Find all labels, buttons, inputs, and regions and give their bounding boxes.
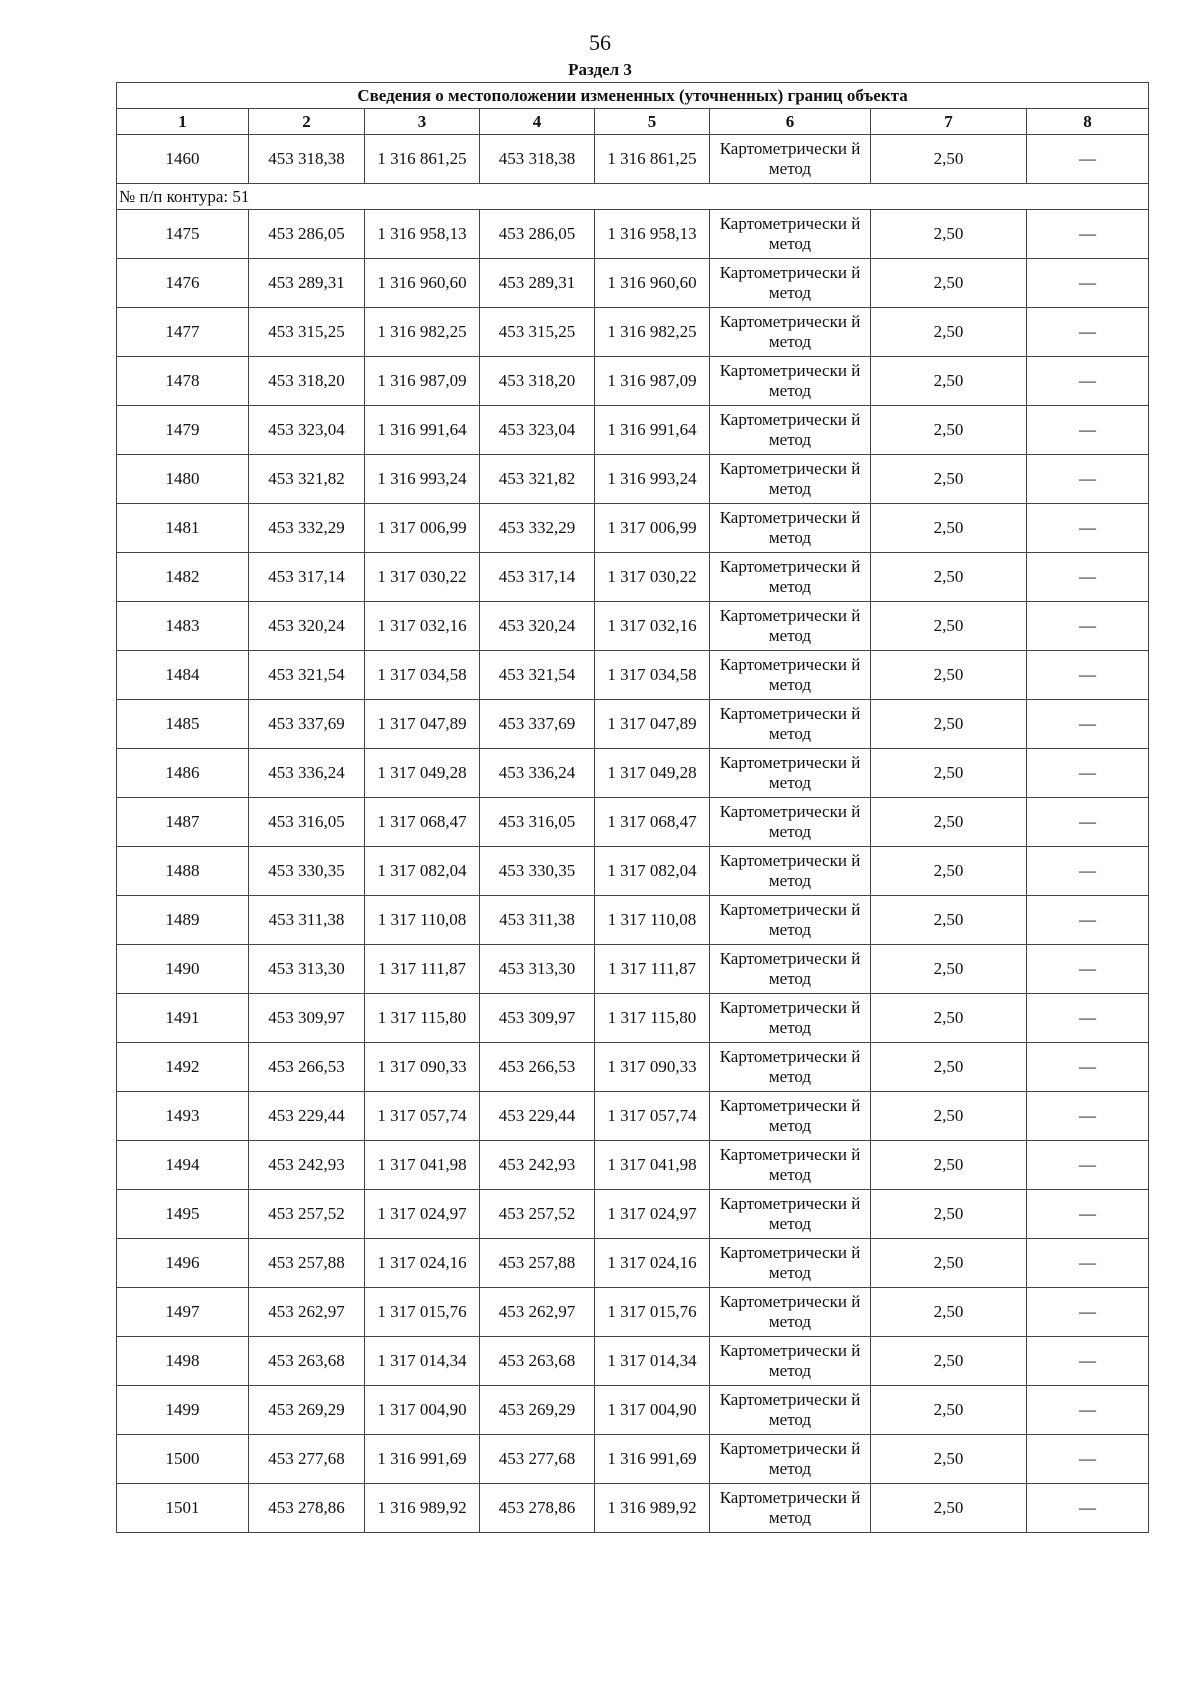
method: Картометрически й метод	[710, 847, 871, 896]
existing-x: 453 257,52	[249, 1190, 365, 1239]
table-row	[117, 1386, 1149, 1435]
accuracy: 2,50	[871, 1043, 1027, 1092]
existing-y: 1 317 041,98	[365, 1141, 480, 1190]
refined-x: 453 269,29	[480, 1386, 595, 1435]
existing-x: 453 263,68	[249, 1337, 365, 1386]
refined-y: 1 317 115,80	[595, 994, 710, 1043]
column-number: 5	[595, 109, 710, 135]
accuracy: 2,50	[871, 553, 1027, 602]
table-row	[117, 1337, 1149, 1386]
refined-x: 453 336,24	[480, 749, 595, 798]
table-title: Сведения о местоположении измененных (уточненных) границ объекта	[117, 83, 1149, 109]
accuracy: 2,50	[871, 1141, 1027, 1190]
column-number-row	[117, 109, 1149, 135]
note: —	[1027, 1141, 1149, 1190]
method: Картометрически й метод	[710, 308, 871, 357]
refined-x: 453 278,86	[480, 1484, 595, 1533]
point-number: 1490	[117, 945, 249, 994]
point-number: 1476	[117, 259, 249, 308]
existing-y: 1 316 987,09	[365, 357, 480, 406]
column-number: 1	[117, 109, 249, 135]
refined-y: 1 317 024,16	[595, 1239, 710, 1288]
method: Картометрически й метод	[710, 210, 871, 259]
refined-x: 453 320,24	[480, 602, 595, 651]
refined-y: 1 317 015,76	[595, 1288, 710, 1337]
accuracy: 2,50	[871, 1435, 1027, 1484]
table-row	[117, 357, 1149, 406]
method: Картометрически й метод	[710, 1141, 871, 1190]
method: Картометрически й метод	[710, 749, 871, 798]
point-number: 1499	[117, 1386, 249, 1435]
method: Картометрически й метод	[710, 357, 871, 406]
refined-y: 1 317 082,04	[595, 847, 710, 896]
note: —	[1027, 308, 1149, 357]
table-row	[117, 1043, 1149, 1092]
existing-y: 1 317 034,58	[365, 651, 480, 700]
note: —	[1027, 994, 1149, 1043]
refined-x: 453 311,38	[480, 896, 595, 945]
method: Картометрически й метод	[710, 1435, 871, 1484]
point-number: 1500	[117, 1435, 249, 1484]
method: Картометрически й метод	[710, 651, 871, 700]
refined-y: 1 317 111,87	[595, 945, 710, 994]
contour-label: № п/п контура: 51	[117, 184, 1149, 210]
accuracy: 2,50	[871, 700, 1027, 749]
point-number: 1477	[117, 308, 249, 357]
point-number: 1480	[117, 455, 249, 504]
column-number: 4	[480, 109, 595, 135]
accuracy: 2,50	[871, 798, 1027, 847]
method: Картометрически й метод	[710, 700, 871, 749]
note: —	[1027, 1092, 1149, 1141]
point-number: 1489	[117, 896, 249, 945]
point-number: 1488	[117, 847, 249, 896]
refined-y: 1 316 991,69	[595, 1435, 710, 1484]
refined-y: 1 317 049,28	[595, 749, 710, 798]
existing-y: 1 317 047,89	[365, 700, 480, 749]
note: —	[1027, 1043, 1149, 1092]
table-row	[117, 504, 1149, 553]
section-title: Раздел 3	[568, 60, 632, 79]
refined-x: 453 313,30	[480, 945, 595, 994]
accuracy: 2,50	[871, 1386, 1027, 1435]
table-title-row	[117, 83, 1149, 109]
accuracy: 2,50	[871, 455, 1027, 504]
existing-y: 1 316 982,25	[365, 308, 480, 357]
refined-y: 1 317 030,22	[595, 553, 710, 602]
refined-x: 453 229,44	[480, 1092, 595, 1141]
existing-x: 453 229,44	[249, 1092, 365, 1141]
point-number: 1492	[117, 1043, 249, 1092]
refined-x: 453 263,68	[480, 1337, 595, 1386]
column-number: 7	[871, 109, 1027, 135]
refined-x: 453 257,52	[480, 1190, 595, 1239]
column-number: 2	[249, 109, 365, 135]
note: —	[1027, 896, 1149, 945]
table-row	[117, 1092, 1149, 1141]
existing-x: 453 262,97	[249, 1288, 365, 1337]
method: Картометрически й метод	[710, 504, 871, 553]
note: —	[1027, 700, 1149, 749]
method: Картометрически й метод	[710, 1288, 871, 1337]
refined-y: 1 316 993,24	[595, 455, 710, 504]
existing-x: 453 311,38	[249, 896, 365, 945]
point-number: 1479	[117, 406, 249, 455]
refined-y: 1 317 090,33	[595, 1043, 710, 1092]
note: —	[1027, 1190, 1149, 1239]
accuracy: 2,50	[871, 1092, 1027, 1141]
point-number: 1481	[117, 504, 249, 553]
refined-y: 1 317 032,16	[595, 602, 710, 651]
accuracy: 2,50	[871, 749, 1027, 798]
method: Картометрически й метод	[710, 455, 871, 504]
accuracy: 2,50	[871, 1288, 1027, 1337]
accuracy: 2,50	[871, 210, 1027, 259]
table-row	[117, 1435, 1149, 1484]
method: Картометрически й метод	[710, 1092, 871, 1141]
refined-x: 453 286,05	[480, 210, 595, 259]
note: —	[1027, 406, 1149, 455]
existing-y: 1 317 049,28	[365, 749, 480, 798]
existing-x: 453 289,31	[249, 259, 365, 308]
existing-x: 453 316,05	[249, 798, 365, 847]
refined-x: 453 318,38	[480, 135, 595, 184]
note: —	[1027, 455, 1149, 504]
note: —	[1027, 553, 1149, 602]
refined-x: 453 318,20	[480, 357, 595, 406]
point-number: 1483	[117, 602, 249, 651]
point-number: 1486	[117, 749, 249, 798]
note: —	[1027, 259, 1149, 308]
refined-x: 453 277,68	[480, 1435, 595, 1484]
refined-y: 1 317 057,74	[595, 1092, 710, 1141]
column-number: 6	[710, 109, 871, 135]
accuracy: 2,50	[871, 308, 1027, 357]
existing-x: 453 323,04	[249, 406, 365, 455]
refined-x: 453 321,54	[480, 651, 595, 700]
refined-y: 1 316 989,92	[595, 1484, 710, 1533]
method: Картометрически й метод	[710, 1239, 871, 1288]
method: Картометрически й метод	[710, 1484, 871, 1533]
method: Картометрически й метод	[710, 798, 871, 847]
point-number: 1487	[117, 798, 249, 847]
refined-x: 453 317,14	[480, 553, 595, 602]
accuracy: 2,50	[871, 1239, 1027, 1288]
accuracy: 2,50	[871, 135, 1027, 184]
accuracy: 2,50	[871, 847, 1027, 896]
boundary-coordinates-table	[116, 82, 1149, 1533]
point-number: 1485	[117, 700, 249, 749]
method: Картометрически й метод	[710, 896, 871, 945]
point-number: 1493	[117, 1092, 249, 1141]
existing-y: 1 317 014,34	[365, 1337, 480, 1386]
method: Картометрически й метод	[710, 1043, 871, 1092]
table-row	[117, 896, 1149, 945]
table-row	[117, 749, 1149, 798]
existing-y: 1 317 032,16	[365, 602, 480, 651]
note: —	[1027, 504, 1149, 553]
existing-y: 1 316 991,69	[365, 1435, 480, 1484]
point-number: 1475	[117, 210, 249, 259]
point-number: 1497	[117, 1288, 249, 1337]
refined-y: 1 317 068,47	[595, 798, 710, 847]
table-row	[117, 945, 1149, 994]
refined-y: 1 317 041,98	[595, 1141, 710, 1190]
existing-x: 453 318,38	[249, 135, 365, 184]
method: Картометрически й метод	[710, 135, 871, 184]
method: Картометрически й метод	[710, 553, 871, 602]
accuracy: 2,50	[871, 994, 1027, 1043]
note: —	[1027, 847, 1149, 896]
refined-x: 453 257,88	[480, 1239, 595, 1288]
method: Картометрически й метод	[710, 1386, 871, 1435]
existing-x: 453 266,53	[249, 1043, 365, 1092]
point-number: 1482	[117, 553, 249, 602]
refined-y: 1 317 004,90	[595, 1386, 710, 1435]
point-number: 1491	[117, 994, 249, 1043]
table-row	[117, 210, 1149, 259]
refined-x: 453 323,04	[480, 406, 595, 455]
existing-y: 1 317 024,97	[365, 1190, 480, 1239]
refined-x: 453 337,69	[480, 700, 595, 749]
note: —	[1027, 357, 1149, 406]
existing-x: 453 337,69	[249, 700, 365, 749]
existing-x: 453 269,29	[249, 1386, 365, 1435]
note: —	[1027, 210, 1149, 259]
refined-x: 453 315,25	[480, 308, 595, 357]
existing-x: 453 257,88	[249, 1239, 365, 1288]
refined-x: 453 289,31	[480, 259, 595, 308]
table-row	[117, 602, 1149, 651]
existing-x: 453 320,24	[249, 602, 365, 651]
table-row	[117, 1484, 1149, 1533]
page-number: 56	[589, 30, 611, 55]
existing-x: 453 336,24	[249, 749, 365, 798]
method: Картометрически й метод	[710, 994, 871, 1043]
existing-y: 1 317 110,08	[365, 896, 480, 945]
table-row	[117, 406, 1149, 455]
existing-y: 1 317 030,22	[365, 553, 480, 602]
existing-y: 1 317 004,90	[365, 1386, 480, 1435]
accuracy: 2,50	[871, 945, 1027, 994]
note: —	[1027, 798, 1149, 847]
existing-y: 1 317 015,76	[365, 1288, 480, 1337]
accuracy: 2,50	[871, 357, 1027, 406]
accuracy: 2,50	[871, 602, 1027, 651]
contour-row	[117, 184, 1149, 210]
accuracy: 2,50	[871, 504, 1027, 553]
existing-x: 453 317,14	[249, 553, 365, 602]
existing-y: 1 316 861,25	[365, 135, 480, 184]
refined-x: 453 332,29	[480, 504, 595, 553]
existing-x: 453 330,35	[249, 847, 365, 896]
table-row	[117, 1288, 1149, 1337]
accuracy: 2,50	[871, 1337, 1027, 1386]
existing-x: 453 277,68	[249, 1435, 365, 1484]
table-row	[117, 1190, 1149, 1239]
existing-y: 1 316 993,24	[365, 455, 480, 504]
table-row	[117, 994, 1149, 1043]
point-number: 1478	[117, 357, 249, 406]
existing-y: 1 317 115,80	[365, 994, 480, 1043]
method: Картометрически й метод	[710, 406, 871, 455]
existing-y: 1 316 989,92	[365, 1484, 480, 1533]
table-row	[117, 798, 1149, 847]
accuracy: 2,50	[871, 406, 1027, 455]
existing-x: 453 278,86	[249, 1484, 365, 1533]
point-number: 1460	[117, 135, 249, 184]
refined-x: 453 309,97	[480, 994, 595, 1043]
refined-y: 1 317 110,08	[595, 896, 710, 945]
table-row	[117, 259, 1149, 308]
method: Картометрически й метод	[710, 1337, 871, 1386]
existing-x: 453 315,25	[249, 308, 365, 357]
point-number: 1495	[117, 1190, 249, 1239]
note: —	[1027, 945, 1149, 994]
accuracy: 2,50	[871, 259, 1027, 308]
refined-x: 453 316,05	[480, 798, 595, 847]
refined-y: 1 316 991,64	[595, 406, 710, 455]
existing-x: 453 286,05	[249, 210, 365, 259]
existing-y: 1 316 991,64	[365, 406, 480, 455]
note: —	[1027, 1484, 1149, 1533]
accuracy: 2,50	[871, 896, 1027, 945]
existing-y: 1 317 006,99	[365, 504, 480, 553]
note: —	[1027, 1288, 1149, 1337]
table-body	[117, 135, 1149, 1533]
refined-x: 453 266,53	[480, 1043, 595, 1092]
table-row	[117, 651, 1149, 700]
refined-y: 1 316 958,13	[595, 210, 710, 259]
table-row	[117, 1141, 1149, 1190]
refined-x: 453 242,93	[480, 1141, 595, 1190]
column-number: 3	[365, 109, 480, 135]
refined-y: 1 317 034,58	[595, 651, 710, 700]
point-number: 1496	[117, 1239, 249, 1288]
existing-x: 453 321,82	[249, 455, 365, 504]
note: —	[1027, 749, 1149, 798]
refined-x: 453 330,35	[480, 847, 595, 896]
point-number: 1498	[117, 1337, 249, 1386]
table-row	[117, 308, 1149, 357]
point-number: 1501	[117, 1484, 249, 1533]
existing-x: 453 318,20	[249, 357, 365, 406]
table-row	[117, 553, 1149, 602]
note: —	[1027, 135, 1149, 184]
existing-y: 1 317 068,47	[365, 798, 480, 847]
table-row	[117, 847, 1149, 896]
existing-y: 1 317 057,74	[365, 1092, 480, 1141]
existing-x: 453 309,97	[249, 994, 365, 1043]
refined-x: 453 321,82	[480, 455, 595, 504]
refined-y: 1 316 987,09	[595, 357, 710, 406]
refined-y: 1 317 047,89	[595, 700, 710, 749]
method: Картометрически й метод	[710, 259, 871, 308]
accuracy: 2,50	[871, 1484, 1027, 1533]
column-number: 8	[1027, 109, 1149, 135]
existing-y: 1 317 090,33	[365, 1043, 480, 1092]
note: —	[1027, 602, 1149, 651]
existing-x: 453 321,54	[249, 651, 365, 700]
refined-y: 1 317 024,97	[595, 1190, 710, 1239]
refined-y: 1 316 861,25	[595, 135, 710, 184]
refined-y: 1 317 014,34	[595, 1337, 710, 1386]
note: —	[1027, 1386, 1149, 1435]
existing-x: 453 332,29	[249, 504, 365, 553]
table-row	[117, 455, 1149, 504]
table-row	[117, 1239, 1149, 1288]
accuracy: 2,50	[871, 1190, 1027, 1239]
existing-y: 1 317 111,87	[365, 945, 480, 994]
existing-x: 453 242,93	[249, 1141, 365, 1190]
table-row	[117, 135, 1149, 184]
existing-y: 1 316 960,60	[365, 259, 480, 308]
existing-y: 1 317 024,16	[365, 1239, 480, 1288]
note: —	[1027, 1435, 1149, 1484]
refined-x: 453 262,97	[480, 1288, 595, 1337]
refined-y: 1 316 960,60	[595, 259, 710, 308]
accuracy: 2,50	[871, 651, 1027, 700]
note: —	[1027, 1337, 1149, 1386]
existing-y: 1 316 958,13	[365, 210, 480, 259]
point-number: 1484	[117, 651, 249, 700]
refined-y: 1 317 006,99	[595, 504, 710, 553]
note: —	[1027, 1239, 1149, 1288]
table-row	[117, 700, 1149, 749]
existing-x: 453 313,30	[249, 945, 365, 994]
note: —	[1027, 651, 1149, 700]
method: Картометрически й метод	[710, 945, 871, 994]
method: Картометрически й метод	[710, 1190, 871, 1239]
existing-y: 1 317 082,04	[365, 847, 480, 896]
point-number: 1494	[117, 1141, 249, 1190]
refined-y: 1 316 982,25	[595, 308, 710, 357]
method: Картометрически й метод	[710, 602, 871, 651]
